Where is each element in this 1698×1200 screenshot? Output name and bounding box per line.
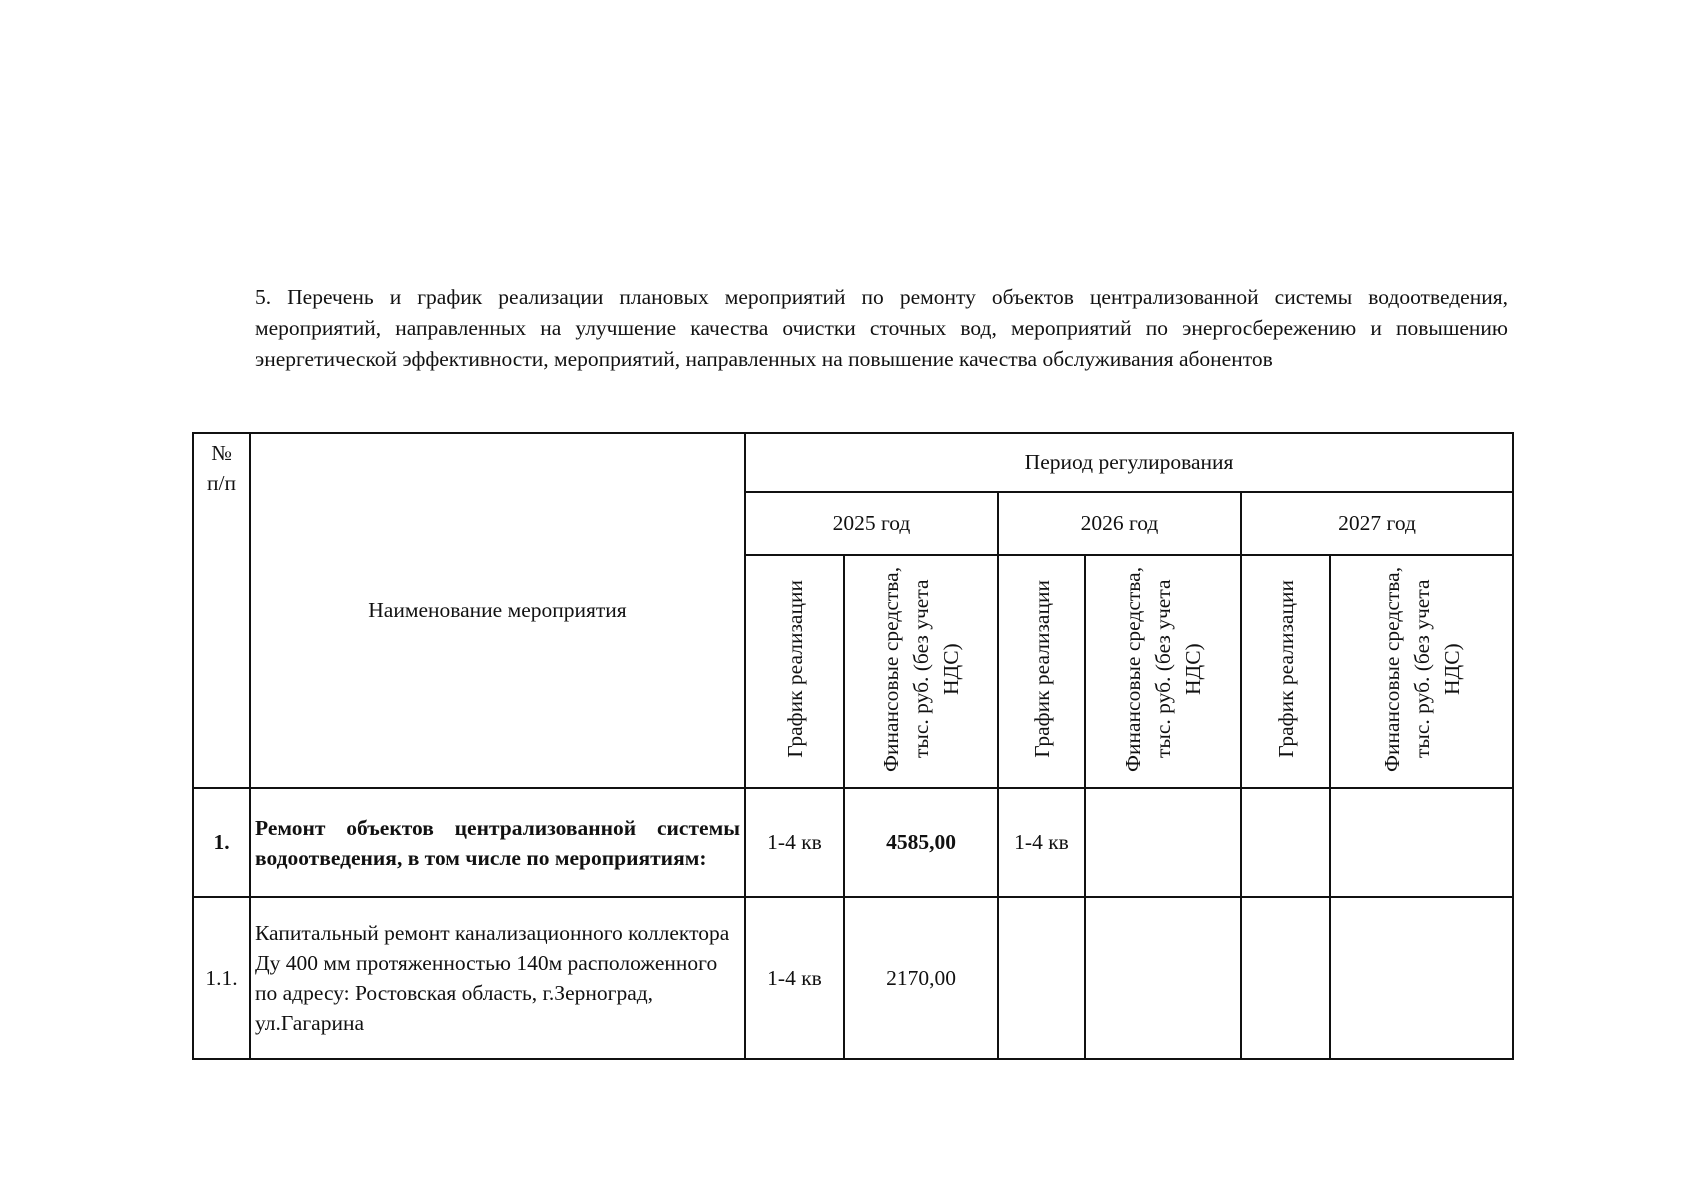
year-2026-header: [998, 492, 1241, 555]
activities-table: [192, 432, 1514, 1060]
row-schedule-2027: [1241, 788, 1330, 897]
row-schedule-2025: 1-4 кв: [745, 788, 844, 897]
row-schedule-2025: 1-4 кв: [745, 897, 844, 1059]
finance-header-label: Финансовые средства, тыс. руб. (без учета НДС): [879, 565, 963, 772]
schedule-2025-header: [745, 555, 844, 788]
finance-header-label: Финансовые средства, тыс. руб. (без учета НДС): [1379, 565, 1464, 772]
header-row-period: [193, 433, 1513, 492]
row-schedule-2026: [998, 897, 1085, 1059]
row-finance-2026: [1085, 897, 1241, 1059]
row-schedule-2027: [1241, 897, 1330, 1059]
number-column-header: [193, 433, 250, 788]
row-name: Ремонт объектов централизованной системы водоотведения, в том числе по мероприятиям:: [250, 788, 745, 897]
number-column-header-label: № п/п: [207, 441, 236, 495]
year-2027-label: 2027 год: [1338, 511, 1416, 535]
row-schedule-2026: 1-4 кв: [998, 788, 1085, 897]
section-heading: 5. Перечень и график реализации плановых мероприятий по ремонту объектов централизованной системы водоотведения, мероприятий, направленных на улучшение качества очистки сточных вод, мероприятий по энергосбережению и повышению энергетической эффективности, мероприятий, направленных на повышение качества обслуживания абонентов: [255, 285, 1508, 371]
table-row: [193, 897, 1513, 1059]
schedule-header-label: График реализации: [1273, 579, 1298, 758]
row-finance-2026: [1085, 788, 1241, 897]
row-name: Капитальный ремонт канализационного коллектора Ду 400 мм протяженностью 140м расположенного по адресу: Ростовская область, г.Зерноград, ул.Гагарина: [250, 897, 745, 1059]
name-column-header: [250, 433, 745, 788]
finance-header-label: Финансовые средства, тыс. руб. (без учета НДС): [1121, 565, 1205, 772]
row-finance-2025: 2170,00: [844, 897, 998, 1059]
schedule-header-label: График реализации: [782, 579, 807, 758]
name-column-header-label: Наименование мероприятия: [368, 598, 627, 622]
period-header-label: Период регулирования: [1024, 450, 1234, 474]
finance-2025-header: [844, 555, 998, 788]
finance-2027-header: [1330, 555, 1513, 788]
period-header: [745, 433, 1513, 492]
year-2025-header: [745, 492, 998, 555]
row-number: 1.: [193, 788, 250, 897]
finance-2026-header: [1085, 555, 1241, 788]
table-row: [193, 788, 1513, 897]
row-finance-2025: 4585,00: [844, 788, 998, 897]
row-finance-2027: [1330, 897, 1513, 1059]
row-number: 1.1.: [193, 897, 250, 1059]
schedule-header-label: График реализации: [1029, 579, 1054, 758]
year-2027-header: [1241, 492, 1513, 555]
row-finance-2027: [1330, 788, 1513, 897]
year-2025-label: 2025 год: [832, 511, 911, 535]
year-2026-label: 2026 год: [1080, 511, 1159, 535]
schedule-2027-header: [1241, 555, 1330, 788]
schedule-2026-header: [998, 555, 1085, 788]
